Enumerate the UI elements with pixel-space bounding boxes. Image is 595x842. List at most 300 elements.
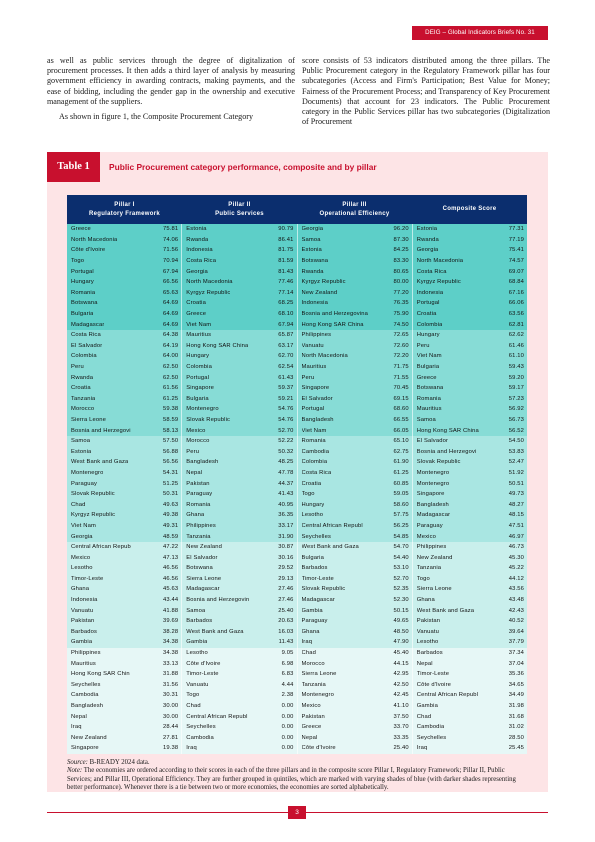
- score-value: 64.38: [162, 332, 179, 339]
- table-cell: [413, 457, 527, 468]
- economy-name: Nepal: [301, 734, 318, 741]
- table-cell: [67, 563, 182, 574]
- table-cell: [182, 256, 297, 267]
- running-header-text: DEIG – Global Indicators Briefs No. 31: [425, 29, 535, 36]
- score-value: 59.17: [508, 385, 524, 392]
- table-cell: [67, 743, 182, 754]
- table-cell: [298, 341, 413, 352]
- table-cell: [298, 701, 413, 712]
- economy-name: Mexico: [186, 427, 206, 434]
- table-row: [67, 362, 527, 373]
- economy-name: Mauritius: [301, 364, 327, 371]
- score-value: 69.15: [393, 395, 409, 402]
- economy-name: Central African Repub: [71, 544, 131, 551]
- score-value: 47.90: [393, 639, 409, 646]
- table-cell: [182, 542, 297, 553]
- economy-name: Viet Nam: [186, 321, 212, 328]
- economy-name: Samoa: [301, 236, 321, 243]
- economy-name: Paraguay: [71, 480, 98, 487]
- score-value: 0.00: [281, 734, 294, 741]
- table-cell: [182, 478, 297, 489]
- economy-name: Costa Rica: [186, 258, 217, 265]
- table-cell: [182, 489, 297, 500]
- score-value: 6.98: [281, 660, 294, 667]
- table-cell: [413, 277, 527, 288]
- table-cell: [298, 224, 413, 235]
- source-label: Source:: [67, 759, 88, 766]
- table-cell: [413, 722, 527, 733]
- table-cell: [67, 605, 182, 616]
- score-value: 66.55: [393, 416, 409, 423]
- table-cell: [67, 266, 182, 277]
- economy-name: Peru: [186, 448, 200, 455]
- economy-name: Greece: [186, 311, 207, 318]
- score-value: 30.31: [162, 692, 179, 699]
- economy-name: Morocco: [186, 438, 210, 445]
- table-cell: [182, 266, 297, 277]
- economy-name: Viet Nam: [301, 427, 327, 434]
- table-cell: [413, 266, 527, 277]
- table-cell: [298, 478, 413, 489]
- economy-name: Vanuatu: [416, 628, 439, 635]
- table-cell: [67, 372, 182, 383]
- economy-name: Indonesia: [416, 289, 444, 296]
- table-cell: [67, 521, 182, 532]
- table-row: [67, 468, 527, 479]
- table-cell: [67, 319, 182, 330]
- score-value: 34.38: [162, 650, 179, 657]
- economy-name: Vanuatu: [71, 607, 94, 614]
- economy-name: Togo: [71, 258, 85, 265]
- table-cell: [298, 499, 413, 510]
- table-cell: [298, 510, 413, 521]
- economy-name: El Salvador: [301, 395, 333, 402]
- score-value: 58.13: [162, 427, 179, 434]
- score-value: 76.35: [393, 300, 409, 307]
- table-cell: [413, 415, 527, 426]
- economy-name: Togo: [301, 491, 315, 498]
- running-header: [412, 26, 548, 40]
- table-cell: [298, 552, 413, 563]
- table-cell: [182, 351, 297, 362]
- table-cell: [413, 574, 527, 585]
- economy-name: Bosnia and Herzegovin: [186, 597, 250, 604]
- column-header-line: Operational Efficiency: [319, 210, 390, 217]
- score-value: 28.44: [162, 724, 179, 731]
- economy-name: Georgia: [186, 268, 208, 275]
- economy-name: Gambia: [416, 703, 438, 710]
- score-value: 61.25: [162, 395, 179, 402]
- table-row: [67, 298, 527, 309]
- score-value: 65.63: [162, 289, 179, 296]
- economy-name: Sierra Leone: [186, 575, 222, 582]
- score-value: 75.90: [393, 311, 409, 318]
- economy-name: West Bank and Gaza: [186, 628, 244, 635]
- score-value: 77.46: [278, 279, 294, 286]
- score-value: 9.05: [281, 650, 294, 657]
- score-value: 56.73: [508, 416, 524, 423]
- economy-name: Colombia: [186, 364, 212, 371]
- score-value: 33.35: [393, 734, 409, 741]
- table-cell: [298, 235, 413, 246]
- economy-name: Romania: [301, 438, 326, 445]
- table-row: [67, 383, 527, 394]
- economy-name: Bosnia and Herzegovina: [301, 311, 368, 318]
- score-value: 81.59: [278, 258, 294, 265]
- table-cell: [413, 531, 527, 542]
- table-cell: [182, 733, 297, 744]
- score-value: 34.65: [508, 681, 524, 688]
- economy-name: North Macedonia: [301, 353, 348, 360]
- score-value: 64.69: [162, 311, 179, 318]
- score-value: 43.44: [162, 597, 179, 604]
- score-value: 72.65: [393, 332, 409, 339]
- table-row: [67, 309, 527, 320]
- table-cell: [298, 298, 413, 309]
- economy-name: Slovak Republic: [71, 491, 115, 498]
- table-cell: [67, 224, 182, 235]
- economy-name: Pakistan: [186, 480, 210, 487]
- economy-name: Croatia: [301, 480, 322, 487]
- economy-name: Viet Nam: [71, 522, 96, 529]
- score-value: 45.30: [508, 554, 524, 561]
- score-value: 50.15: [393, 607, 409, 614]
- table-cell: [182, 616, 297, 627]
- score-value: 75.81: [162, 226, 179, 233]
- score-value: 31.88: [162, 671, 179, 678]
- table-cell: [413, 309, 527, 320]
- table-cell: [298, 266, 413, 277]
- score-value: 62.81: [508, 321, 524, 328]
- paragraph: as well as public services through the degree of digitalization of procurement processes. It then adds a third layer of analysis by measuring government efficiency in awarding contracts, making payments, and the ease of bidding, including the gender gap in the ownership and executive management of the suppliers.: [47, 56, 295, 106]
- economy-name: Lesotho: [186, 650, 208, 657]
- economy-name: Iraq: [71, 724, 82, 731]
- economy-name: Barbados: [301, 565, 328, 572]
- economy-name: Samoa: [186, 607, 206, 614]
- table-row: [67, 680, 527, 691]
- score-value: 40.52: [508, 618, 524, 625]
- score-value: 54.31: [162, 469, 179, 476]
- score-value: 61.43: [278, 374, 294, 381]
- economy-name: Lesotho: [301, 512, 324, 519]
- table-row: [67, 733, 527, 744]
- score-value: 84.25: [393, 247, 409, 254]
- table-cell: [67, 595, 182, 606]
- economy-name: Colombia: [416, 321, 443, 328]
- economy-name: Estonia: [301, 247, 322, 254]
- economy-name: Montenegro: [301, 692, 334, 699]
- table-cell: [298, 531, 413, 542]
- economy-name: Nepal: [416, 660, 433, 667]
- economy-name: Georgia: [416, 247, 439, 254]
- score-value: 16.03: [278, 628, 294, 635]
- economy-name: Sierra Leone: [301, 671, 337, 678]
- table-cell: [182, 277, 297, 288]
- economy-name: Kyrgyz Republic: [301, 279, 346, 286]
- table-cell: [182, 457, 297, 468]
- column-header-line: Composite Score: [442, 206, 497, 212]
- economy-name: Georgia: [71, 533, 93, 540]
- table-row: [67, 245, 527, 256]
- economy-name: Viet Nam: [416, 353, 442, 360]
- table-cell: [413, 489, 527, 500]
- table-cell: [67, 362, 182, 373]
- score-value: 52.35: [393, 586, 409, 593]
- score-value: 6.83: [281, 671, 294, 678]
- table-cell: [67, 648, 182, 659]
- economy-name: Bangladesh: [301, 416, 334, 423]
- score-value: 67.16: [508, 289, 524, 296]
- economy-name: New Zealand: [416, 554, 453, 561]
- economy-name: Kyrgyz Republic: [186, 289, 231, 296]
- score-value: 44.37: [278, 480, 294, 487]
- economy-name: Timor-Leste: [71, 575, 104, 582]
- economy-name: Montenegro: [71, 469, 104, 476]
- score-value: 67.94: [278, 321, 294, 328]
- table-cell: [413, 616, 527, 627]
- score-value: 59.37: [278, 385, 294, 392]
- table-cell: [413, 446, 527, 457]
- economy-name: Chad: [416, 713, 432, 720]
- table-cell: [413, 425, 527, 436]
- score-value: 62.75: [393, 448, 409, 455]
- economy-name: Pakistan: [71, 618, 95, 625]
- score-value: 27.46: [278, 597, 294, 604]
- score-value: 38.28: [162, 628, 179, 635]
- table-cell: [182, 701, 297, 712]
- economy-name: Philippines: [71, 650, 101, 657]
- table-cell: [67, 701, 182, 712]
- table-cell: [182, 288, 297, 299]
- score-value: 0.00: [281, 703, 294, 710]
- table-cell: [413, 637, 527, 648]
- source-line: [67, 759, 529, 767]
- table-row: [67, 711, 527, 722]
- table-cell: [182, 690, 297, 701]
- score-value: 33.17: [278, 522, 294, 529]
- score-value: 31.56: [162, 681, 179, 688]
- economy-name: Botswana: [301, 258, 329, 265]
- table-row: [67, 499, 527, 510]
- table-row: [67, 563, 527, 574]
- score-value: 96.20: [393, 226, 409, 233]
- table-row: [67, 658, 527, 669]
- table-cell: [67, 658, 182, 669]
- score-value: 41.88: [162, 607, 179, 614]
- table-cell: [298, 288, 413, 299]
- score-value: 58.59: [162, 416, 179, 423]
- score-value: 50.51: [508, 480, 524, 487]
- economy-name: New Zealand: [71, 734, 107, 741]
- economy-name: Tanzania: [416, 565, 442, 572]
- table-cell: [182, 711, 297, 722]
- table-cell: [67, 711, 182, 722]
- economy-name: Ghana: [301, 628, 320, 635]
- score-value: 68.60: [393, 406, 409, 413]
- score-value: 37.50: [393, 713, 409, 720]
- score-value: 27.46: [278, 586, 294, 593]
- score-value: 48.25: [278, 459, 294, 466]
- economy-name: Paraguay: [301, 618, 328, 625]
- economy-name: Hong Kong SAR Chin: [71, 671, 130, 678]
- table-cell: [67, 277, 182, 288]
- score-value: 53.83: [508, 448, 524, 455]
- table-cell: [413, 690, 527, 701]
- score-value: 42.45: [393, 692, 409, 699]
- score-value: 61.56: [162, 385, 179, 392]
- table-cell: [413, 542, 527, 553]
- score-value: 0.00: [281, 713, 294, 720]
- table-cell: [182, 595, 297, 606]
- page-number: 3: [288, 806, 306, 819]
- table-row: [67, 743, 527, 754]
- economy-name: Vanuatu: [186, 681, 209, 688]
- economy-name: Portugal: [416, 300, 440, 307]
- economy-name: Romania: [186, 501, 211, 508]
- score-value: 86.41: [278, 236, 294, 243]
- table-cell: [67, 245, 182, 256]
- table-cell: [67, 298, 182, 309]
- table-cell: [413, 552, 527, 563]
- score-value: 31.02: [508, 724, 524, 731]
- score-value: 54.76: [278, 416, 294, 423]
- economy-name: Cambodia: [301, 448, 330, 455]
- table-cell: [413, 351, 527, 362]
- score-value: 43.56: [508, 586, 524, 593]
- economy-name: Madagascar: [71, 321, 105, 328]
- economy-name: Cambodia: [416, 724, 445, 731]
- table-body: [67, 224, 527, 754]
- economy-name: Rwanda: [186, 236, 209, 243]
- table-cell: [182, 510, 297, 521]
- economy-name: Timor-Leste: [301, 575, 334, 582]
- score-value: 39.64: [508, 628, 524, 635]
- table-cell: [182, 425, 297, 436]
- economy-name: Madagascar: [301, 597, 335, 604]
- table-cell: [298, 669, 413, 680]
- score-value: 34.49: [508, 692, 524, 699]
- score-value: 62.54: [278, 364, 294, 371]
- score-value: 80.65: [393, 268, 409, 275]
- score-value: 52.22: [278, 438, 294, 445]
- table-cell: [413, 256, 527, 267]
- table-cell: [67, 616, 182, 627]
- table-cell: [67, 457, 182, 468]
- economy-name: Kyrgyz Republic: [71, 512, 116, 519]
- table-row: [67, 627, 527, 638]
- score-value: 43.48: [508, 597, 524, 604]
- table-cell: [67, 436, 182, 447]
- economy-name: Paraguay: [416, 522, 443, 529]
- note-line: [67, 767, 529, 792]
- economy-name: Morocco: [301, 660, 325, 667]
- table-cell: [182, 574, 297, 585]
- table-cell: [298, 605, 413, 616]
- table-cell: [298, 309, 413, 320]
- table-cell: [298, 584, 413, 595]
- table-cell: [413, 394, 527, 405]
- score-value: 2.38: [281, 692, 294, 699]
- economy-name: Estonia: [186, 226, 207, 233]
- table-row: [67, 542, 527, 553]
- table-cell: [67, 404, 182, 415]
- score-value: 37.04: [508, 660, 524, 667]
- economy-name: New Zealand: [186, 544, 223, 551]
- economy-name: Peru: [71, 364, 84, 371]
- score-value: 77.20: [393, 289, 409, 296]
- economy-name: Colombia: [71, 353, 97, 360]
- table-cell: [298, 658, 413, 669]
- note-label: Note:: [67, 767, 83, 775]
- score-value: 48.50: [393, 628, 409, 635]
- table-cell: [298, 256, 413, 267]
- economy-name: Montenegro: [416, 469, 450, 476]
- score-value: 52.30: [393, 597, 409, 604]
- table-cell: [182, 680, 297, 691]
- table-row: [67, 574, 527, 585]
- score-value: 58.60: [393, 501, 409, 508]
- table-row: [67, 330, 527, 341]
- score-value: 63.17: [278, 342, 294, 349]
- table-cell: [182, 637, 297, 648]
- table-cell: [182, 521, 297, 532]
- score-value: 77.31: [508, 226, 524, 233]
- table-row: [67, 457, 527, 468]
- economy-name: Botswana: [416, 385, 444, 392]
- score-value: 65.87: [278, 332, 294, 339]
- table-cell: [182, 658, 297, 669]
- score-value: 59.05: [393, 491, 409, 498]
- score-value: 75.41: [508, 247, 524, 254]
- economy-name: Philippines: [186, 522, 216, 529]
- table-cell: [182, 330, 297, 341]
- score-value: 54.76: [278, 406, 294, 413]
- table-cell: [182, 235, 297, 246]
- economy-name: Barbados: [416, 650, 443, 657]
- economy-name: Timor-Leste: [186, 671, 219, 678]
- score-value: 25.45: [508, 745, 524, 752]
- table-row: [67, 351, 527, 362]
- score-value: 72.60: [393, 342, 409, 349]
- economy-name: Bulgaria: [186, 395, 209, 402]
- table-cell: [413, 605, 527, 616]
- score-value: 62.50: [162, 364, 179, 371]
- economy-name: Georgia: [301, 226, 324, 233]
- table-cell: [413, 330, 527, 341]
- economy-name: Madagascar: [186, 586, 220, 593]
- table-cell: [67, 341, 182, 352]
- economy-name: Togo: [416, 575, 430, 582]
- table-cell: [67, 669, 182, 680]
- score-value: 54.85: [393, 533, 409, 540]
- economy-name: Vanuatu: [301, 342, 324, 349]
- table-row: [67, 404, 527, 415]
- economy-name: Chad: [71, 501, 86, 508]
- table-row: [67, 277, 527, 288]
- economy-name: Pakistan: [301, 713, 325, 720]
- table-cell: [67, 552, 182, 563]
- economy-name: Botswana: [71, 300, 98, 307]
- economy-name: Mexico: [416, 533, 437, 540]
- score-value: 39.69: [162, 618, 179, 625]
- table-row: [67, 605, 527, 616]
- economy-name: Ghana: [71, 586, 90, 593]
- score-value: 64.69: [162, 300, 179, 307]
- table-row: [67, 235, 527, 246]
- table-row: [67, 584, 527, 595]
- table-cell: [182, 531, 297, 542]
- table-cell: [298, 383, 413, 394]
